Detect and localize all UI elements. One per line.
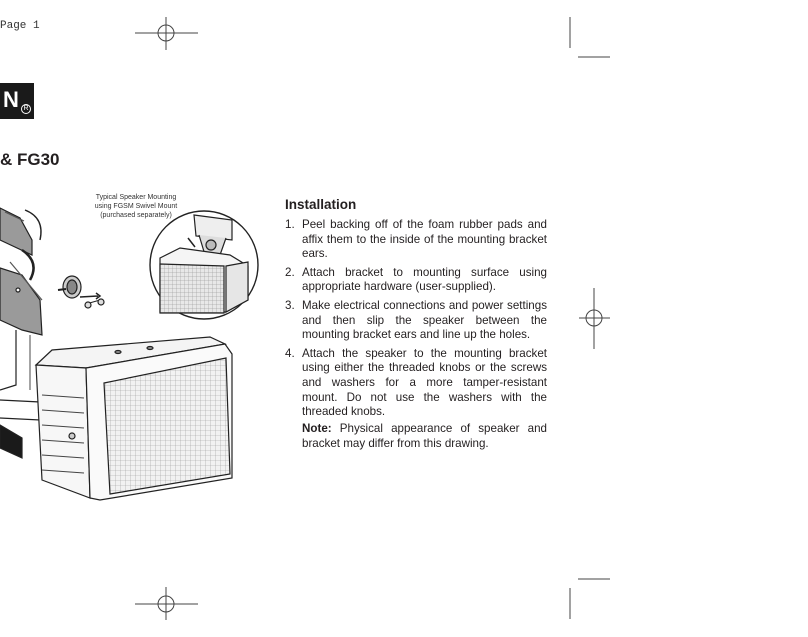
step-item — [285, 347, 547, 420]
step-text: Attach the speaker to the mounting bracket using either the threaded knobs or the screws and washers for a more tamper-resistant mount. Do not use the washers with the threaded knobs. — [302, 346, 547, 419]
page-label: Page 1 — [0, 20, 40, 32]
step-number: 3. — [285, 298, 295, 312]
installation-note — [302, 422, 547, 451]
brand-logo: N R — [0, 83, 34, 119]
step-number: 4. — [285, 346, 295, 360]
step-item — [285, 218, 547, 262]
installation-heading: Installation — [285, 197, 357, 212]
caption-line: Typical Speaker Mounting — [95, 194, 177, 201]
step-number: 2. — [285, 265, 295, 279]
step-item — [285, 299, 547, 343]
step-text: Peel backing off of the foam rubber pads and affix them to the inside of the mounting bracket ears. — [302, 218, 547, 261]
caption-line: (purchased separately) — [100, 212, 172, 219]
installation-steps — [285, 218, 547, 424]
figure-caption — [88, 193, 184, 220]
note-text: Physical appearance of speaker and bracket may differ from this drawing. — [302, 422, 547, 450]
step-text: Make electrical connections and power settings and then slip the speaker between the mounting bracket ears and line up the holes. — [302, 298, 547, 342]
step-text: Attach bracket to mounting surface using appropriate hardware (user-supplied). — [302, 265, 547, 294]
model-title: & FG30 — [0, 150, 60, 169]
note-label: Note: — [302, 422, 332, 435]
caption-line: using FGSM Swivel Mount — [94, 203, 178, 210]
step-item — [285, 266, 547, 295]
step-number: 1. — [285, 218, 295, 231]
